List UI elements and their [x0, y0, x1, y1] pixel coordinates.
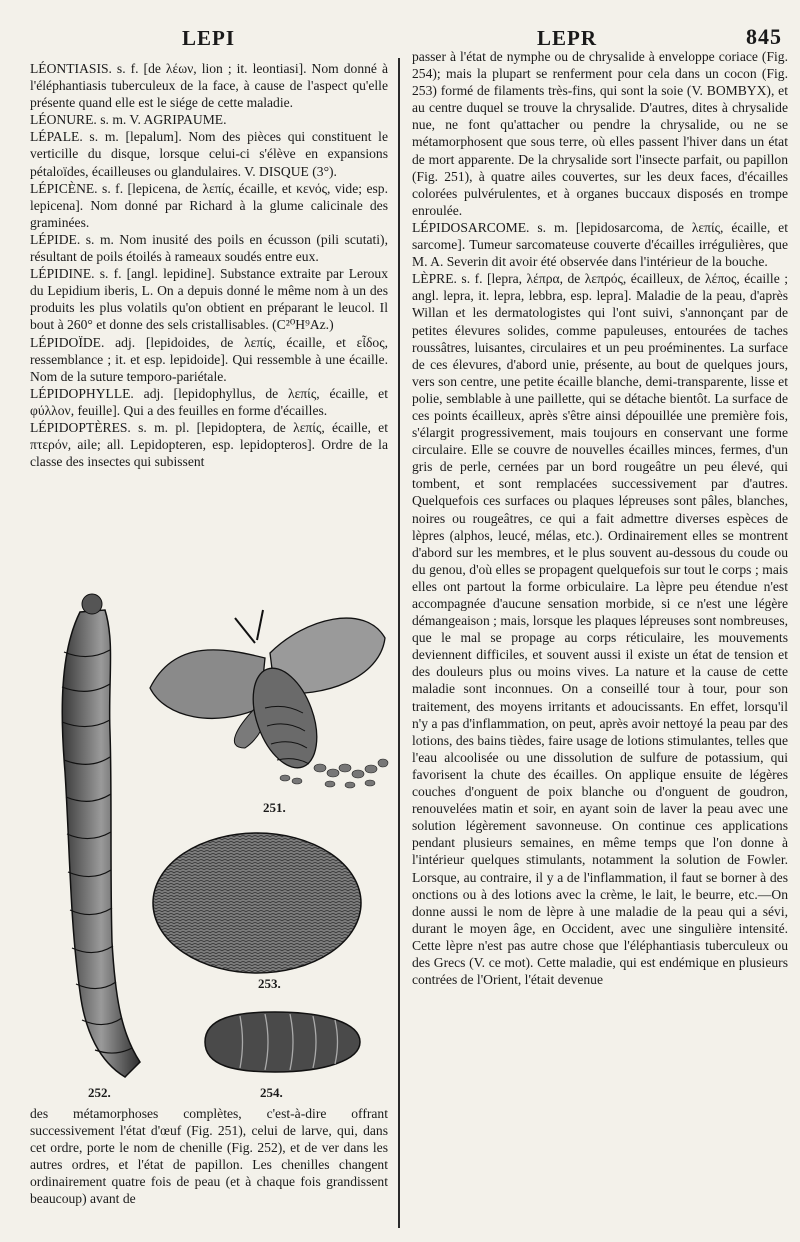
entry-lepide: LÉPIDE. s. m. Nom inusité des poils en écusson (pili scutati), résultant de poils étoilés à rameaux soudés entre eux.: [30, 231, 388, 265]
chrysalis-illustration: [195, 1008, 365, 1076]
column-divider: [398, 58, 400, 1228]
entry-lepale: LÉPALE. s. m. [lepalum]. Nom des pièces qui constituent le verticille du disque, lorsque celui-ci s'élève en expansions pétaloïdes, écailleuses ou glandulaires. V. DISQUE (3°).: [30, 129, 388, 179]
header-left-guide-word: LEPI: [182, 26, 236, 50]
moth-illustration: [145, 598, 390, 798]
entry-lepidophylle: LÉPIDOPHYLLE. adj. [lepidophyllus, de λεπίς, écaille, et φύλλον, feuille]. Qui a des feuilles en forme d'écailles.: [30, 385, 388, 418]
entry-lepidopteres-continued: des métamorphoses complètes, c'est-à-dire offrant successivement l'état d'œuf (Fig. 251), celui de larve, qui, dans cet ordre, porte le nom de chenille (Fig. 252), et de ver dans les autres ordres, et l'état de papillon. Les chenilles changent ordinairement quatre fois de peau (et à chaque fois grandissent beaucoup) avant de: [30, 1106, 388, 1207]
cocoon-illustration: [150, 828, 365, 978]
entry-leontiasis: LÉONTIASIS. s. f. [de λέων, lion ; it. leontiasi]. Nom donné à l'éléphantiasis tuberculeux de la face, à cause de l'aspect qu'elle présente quand elle est le siége de cette maladie.: [30, 61, 388, 111]
page-number: 845: [746, 24, 782, 49]
left-column: [30, 60, 388, 470]
entry-lepidoide: LÉPIDOÏDE. adj. [lepidoides, de λεπίς, écaille, et εἶδος, ressemblance ; it. et esp. lepidoide]. Qui ressemble à une écaille. Nom de la suture temporo-pariétale.: [30, 334, 388, 384]
entry-leonure: LÉONURE. s. m. V. AGRIPAUME.: [30, 112, 227, 128]
entry-lepidine: LÉPIDINE. s. f. [angl. lepidine]. Substance extraite par Leroux du Lepidium iberis, L. On a depuis donné le même nom à un des produits les plus volatils qu'on obtient en préparant le leucol. Il bout à 260° et donne des sels cristallisables. (C²⁰H⁹Az.): [30, 266, 388, 333]
entry-lepidopteres: LÉPIDOPTÈRES. s. m. pl. [lepidoptera, de λεπίς, écaille, et πτερόν, aile; all. Lepidopteren, esp. lepidopteros]. Ordre de la classe des insectes qui subissent: [30, 419, 388, 470]
header-right-guide-word: LEPR: [537, 26, 598, 50]
caterpillar-illustration: [40, 592, 150, 1082]
entry-lepicene: LÉPICÈNE. s. f. [lepicena, de λεπίς, écaille, et κενός, vide; esp. lepicena]. Nom donné par Richard à la glume calicinale des graminées.: [30, 180, 388, 230]
entry-lepidosarcome: LÉPIDOSARCOME. s. m. [lepidosarcoma, de λεπίς, écaille, et sarcome]. Tumeur sarcomateuse couverte d'écailles irrégulières, que M. A. Severin dit avoir été observée dans l'intérieur de la bouche.: [412, 219, 788, 270]
figure-caption-252: 252.: [88, 1085, 111, 1100]
entry-lepidopteres-end: passer à l'état de nymphe ou de chrysalide à enveloppe coriace (Fig. 254); mais la plupart se renferment pour cela dans un cocon (Fig. 253) formé de filaments très-fins, qui sont la soie (V. BOMBYX), et au centre duquel se trouve la chrysalide. D'autres, dites à chrysalide nue, ne font qu'attacher ou pendre la chrysalide, ou ne se métamorphosent que sous terre, où elles passent l'hiver dans un état de mort apparente. De la chrysalide sort l'insecte parfait, ou papillon (Fig. 251), à quatre ailes couvertes, sur les deux faces, d'écailles colorées pulvérulentes, et à organes buccaux disposés en trompe enroulée.: [412, 49, 788, 218]
right-column: [412, 48, 788, 988]
entry-lepre: LÈPRE. s. f. [lepra, λέπρα, de λεπρός, écailleux, de λέπος, écaille ; angl. lepra, it. lepra, lebbra, esp. lepra]. Maladie de la peau, d'après Willan et les dermatologistes qui l'ont suivi, s'annonçant par de petites élevures solides, comme papuleuses, entourées de taches roussâtres, luisantes, circulaires et un peu proéminentes. La surface de ces élevures, d'abord unie, présente, au bout de quelques jours, vers son centre, une petite écaille blanche, demi-transparente, lisse et polie, semblable à une paillette, qui se détache bientôt. La surface de ces points écailleux, après s'être ainsi dépouillée une première fois, s'élargit progressivement, mais toujours en conservant une forme circulaire. Elle se couvre de nouvelles écailles minces, fermes, d'un gris de perle, cernées par un bord rougeâtre un peu élevé, qui tombent, et sont remplacées successivement par d'autres. Quelquefois ces surfaces ou plaques lépreuses sont pâles, blanches, noires ou rougeâtres, ce qui a fait admettre diverses espèces de lèpres (alphos, leucé, mélas, etc.). Ordinairement elles se montrent d'abord sur les membres, et le plus souvent au-dessous du coude ou du genou, d'où elles se propagent quelquefois sur tout le corps ; mais elles ont partout la forme orbiculaire. La lèpre peu étendue n'est accompagnée d'aucune sensation morbide, si ce n'est une légère démangeaison ; mais, lorsque les plaques lépreuses sont nombreuses, que le mal se propage au corps réticulaire, les mouvements deviennent difficiles, et souvent aussi il existe un état de tension et des douleurs plus ou moins vives. La nature et la cause de cette maladie sont inconnues. On a conseillé tour à tour, pour son traitement, des moyens irritants et adoucissants. En effet, lorsqu'il n'y a pas d'inflammation, on peut, après avoir nettoyé la peau par des lotions, des bains tièdes, faire usage de lotions stimulantes, telles que l'eau alcoolisée ou une dissolution de sulfure de potassium, qui favorisent la chute des écailles. On applique ensuite de légères couches d'onguent de poix blanche ou d'onguent de goudron, renouvelées matin et soir, en ayant soin de laver la peau avec une solution légèrement savonneuse. On continue ces applications pendant plusieurs semaines, en même temps que l'on donne à l'intérieur quelques stimulants, notamment la solution de Fowler. Lorsque, au contraire, il y a de l'inflammation, il faut se borner à des onctions ou à des lotions avec la crème, le lait, le beurre, etc.—On donne aussi le nom de lèpre à une maladie de la peau qui a sévi, durant le moyen âge, en Occident, avec une singulière intensité. Cette lèpre n'est pas autre chose que l'éléphantiasis tuberculeux ou des Grecs (V. ce mot). Cette maladie, qui est endémique en plusieurs contrées de l'Orient, l'était devenue: [412, 271, 789, 988]
figure-caption-254: 254.: [260, 1085, 283, 1100]
figure-caption-251: 251.: [263, 800, 286, 815]
left-column-continuation: [30, 1105, 388, 1208]
page-header: [22, 20, 782, 50]
figure-caption-253: 253.: [258, 976, 281, 991]
